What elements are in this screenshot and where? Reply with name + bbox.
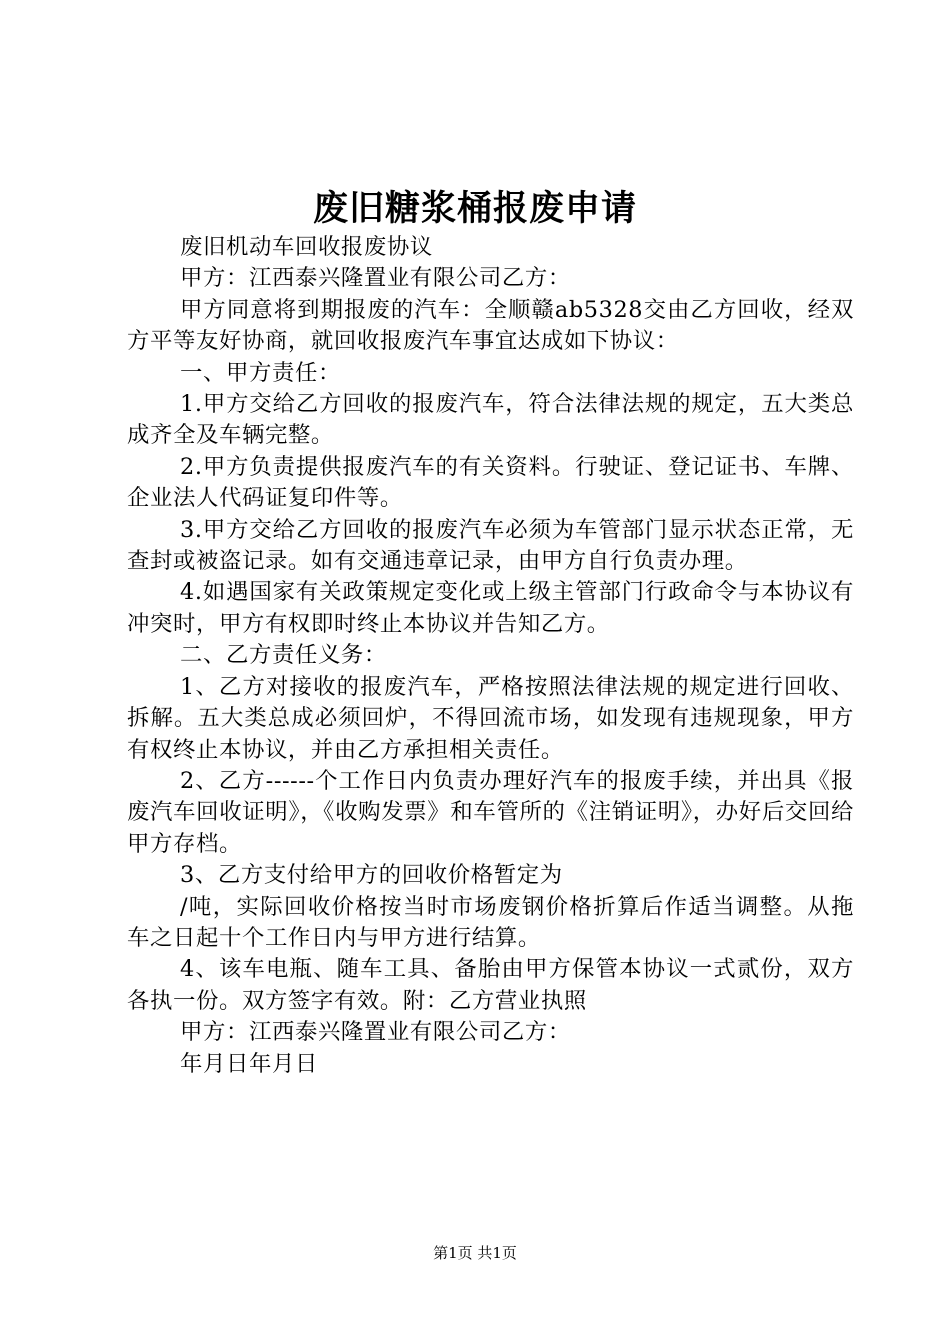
page-footer: 第1页 共1页: [433, 1244, 517, 1262]
paragraph-party-b-item-4: 4、该车电瓶、随车工具、备胎由甲方保管本协议一式贰份，双方各执一份。双方签字有效。附：乙方营业执照: [127, 956, 854, 1014]
document-body: [127, 232, 854, 1080]
paragraph-price-settlement: /吨，实际回收价格按当时市场废钢价格折算后作适当调整。从拖车之日起十个工作日内与甲方进行结算。: [127, 893, 854, 951]
document-title: 废旧糖浆桶报废申请: [312, 188, 637, 229]
paragraph-agreement-heading: 废旧机动车回收报废协议: [180, 234, 433, 260]
paragraph-signature-dates: 年月日年月日: [180, 1050, 318, 1077]
paragraph-party-a-item-3: 3.甲方交给乙方回收的报废汽车必须为车管部门显示状态正常，无查封或被盗记录。如有交通违章记录，由甲方自行负责办理。: [127, 516, 854, 575]
paragraph-party-b-item-3: 3、乙方支付给甲方的回收价格暂定为: [180, 862, 563, 889]
paragraph-party-b-item-2: 2、乙方------个工作日内负责办理好汽车的报废手续，并出具《报废汽车回收证明》，《收购发票》和车管所的《注销证明》，办好后交回给甲方存档。: [127, 767, 854, 857]
paragraph-party-a-item-2: 2.甲方负责提供报废汽车的有关资料。行驶证、登记证书、车牌、企业法人代码证复印件等。: [127, 453, 854, 512]
paragraph-parties: 甲方：江西泰兴隆置业有限公司乙方：: [180, 265, 571, 292]
paragraph-intro: 甲方同意将到期报废的汽车：全顺赣ab5328交由乙方回收，经双方平等友好协商，就回收报废汽车事宜达成如下协议：: [127, 296, 854, 355]
paragraph-party-b-item-1: 1、乙方对接收的报废汽车，严格按照法律法规的规定进行回收、拆解。五大类总成必须回炉，不得回流市场，如发现有违规现象，甲方有权终止本协议，并由乙方承担相关责任。: [127, 673, 854, 763]
paragraph-party-a-item-4: 4.如遇国家有关政策规定变化或上级主管部门行政命令与本协议有冲突时，甲方有权即时终止本协议并告知乙方。: [127, 579, 854, 637]
section-heading-party-b: 二、乙方责任义务：: [180, 642, 387, 669]
paragraph-signature-parties: 甲方：江西泰兴隆置业有限公司乙方：: [180, 1019, 571, 1046]
paragraph-party-a-item-1: 1.甲方交给乙方回收的报废汽车，符合法律法规的规定，五大类总成齐全及车辆完整。: [127, 391, 854, 449]
section-heading-party-a: 一、甲方责任：: [180, 359, 341, 386]
